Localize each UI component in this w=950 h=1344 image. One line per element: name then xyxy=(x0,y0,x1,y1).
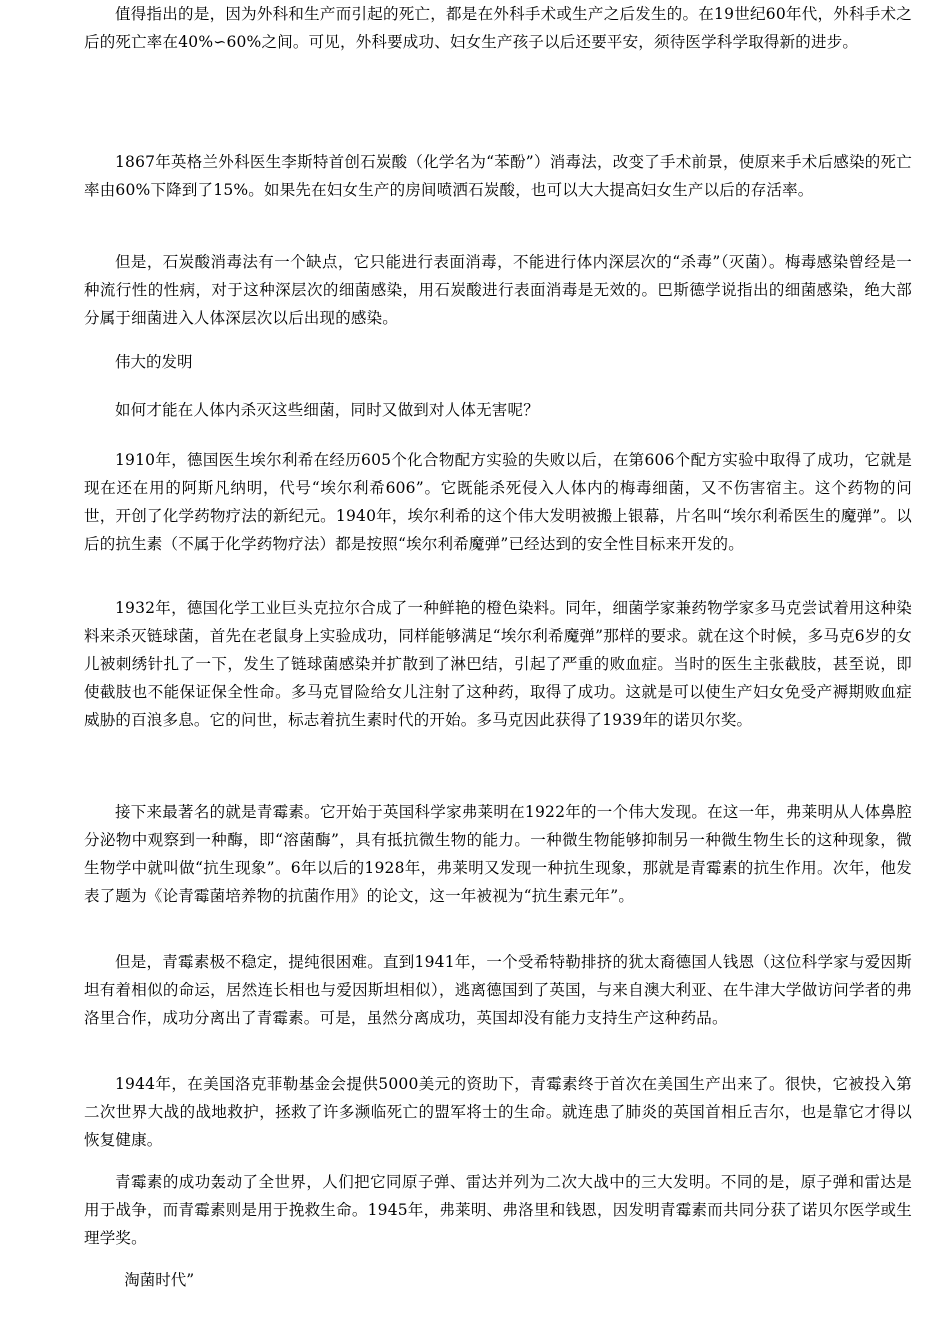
paragraph-three-inventions: 青霉素的成功轰动了全世界，人们把它同原子弹、雷达并列为二次大战中的三大发明。不同的是，原子弹和雷达是用于战争，而青霉素则是用于挽救生命。1945年，弗莱明、弗洛里和钱恩，因发明青霉素而共同分获了诺贝尔医学或生理学奖。 xyxy=(84,1173,912,1247)
section-heading-great-invention: 伟大的发明 xyxy=(115,353,193,371)
section-heading-bacteria-era: 淘菌时代” xyxy=(124,1271,195,1289)
paragraph-domagk-prontosil: 1932年，德国化学工业巨头克拉尔合成了一种鲜艳的橙色染料。同年，细菌学家兼药物学家多马克尝试着用这种染料来杀灭链球菌，首先在老鼠身上实验成功，同样能够满足“埃尔利希魔弹”那样的要求。就在这个时候，多马克6岁的女儿被刺绣针扎了一下，发生了链球菌感染并扩散到了淋巴结，引起了严重的败血症。当时的医生主张截肢，甚至说，即使截肢也不能保证保全性命。多马克冒险给女儿注射了这种药，取得了成功。这就是可以使生产妇女免受产褥期败血症威胁的百浪多息。它的问世，标志着抗生素时代的开始。多马克因此获得了1939年的诺贝尔奖。 xyxy=(84,599,912,729)
paragraph-lister-carbolic-acid: 1867年英格兰外科医生李斯特首创石炭酸（化学名为“苯酚”）消毒法，改变了手术前景，使原来手术后感染的死亡率由60%下降到了15%。如果先在妇女生产的房间喷洒石炭酸，也可以大大提高妇女生产以后的存活率。 xyxy=(84,153,912,199)
paragraph-fleming-penicillin: 接下来最著名的就是青霉素。它开始于英国科学家弗莱明在1922年的一个伟大发现。在这一年，弗莱明从人体鼻腔分泌物中观察到一种酶，即“溶菌酶”，具有抵抗微生物的能力。一种微生物能够抑制另一种微生物生长的这种现象，微生物学中就叫做“抗生现象”。6年以后的1928年，弗莱明又发现一种抗生现象，那就是青霉素的抗生作用。次年，他发表了题为《论青霉菌培养物的抗菌作用》的论文，这一年被视为“抗生素元年”。 xyxy=(84,803,912,905)
paragraph-surface-disinfection: 但是，石炭酸消毒法有一个缺点，它只能进行表面消毒，不能进行体内深层次的“杀毒”（灭菌）。梅毒感染曾经是一种流行性的性病，对于这种深层次的细菌感染，用石炭酸进行表面消毒是无效的。巴斯德学说指出的细菌感染，绝大部分属于细菌进入人体深层次以后出现的感染。 xyxy=(84,253,912,327)
paragraph-rockefeller-1944: 1944年，在美国洛克菲勒基金会提供5000美元的资助下，青霉素终于首次在美国生产出来了。很快，它被投入第二次世界大战的战地救护，拯救了许多濒临死亡的盟军将士的生命。就连患了肺炎的英国首相丘吉尔，也是靠它才得以恢复健康。 xyxy=(84,1075,912,1149)
paragraph-chain-florey: 但是，青霉素极不稳定，提纯很困难。直到1941年，一个受希特勒排挤的犹太裔德国人钱恩（这位科学家与爱因斯坦有着相似的命运，居然连长相也与爱因斯坦相似），逃离德国到了英国，与来自澳大利亚、在牛津大学做访问学者的弗洛里合作，成功分离出了青霉素。可是，虽然分离成功，英国却没有能力支持生产这种药品。 xyxy=(84,953,912,1027)
paragraph-mortality-after-surgery: 值得指出的是，因为外科和生产而引起的死亡，都是在外科手术或生产之后发生的。在19世纪60年代，外科手术之后的死亡率在40%∽60%之间。可见，外科要成功、妇女生产孩子以后还要平安，须待医学科学取得新的进步。 xyxy=(84,5,912,51)
paragraph-question: 如何才能在人体内杀灭这些细菌，同时又做到对人体无害呢？ xyxy=(115,401,539,419)
paragraph-ehrlich-606: 1910年，德国医生埃尔利希在经历605个化合物配方实验的失败以后，在第606个配方实验中取得了成功，它就是现在还在用的阿斯凡纳明，代号“埃尔利希606”。它既能杀死侵入人体内的梅毒细菌，又不伤害宿主。这个药物的问世，开创了化学药物疗法的新纪元。1940年，埃尔利希的这个伟大发明被搬上银幕，片名叫“埃尔利希医生的魔弹”。以后的抗生素（不属于化学药物疗法）都是按照“埃尔利希魔弹”已经达到的安全性目标来开发的。 xyxy=(84,451,912,553)
